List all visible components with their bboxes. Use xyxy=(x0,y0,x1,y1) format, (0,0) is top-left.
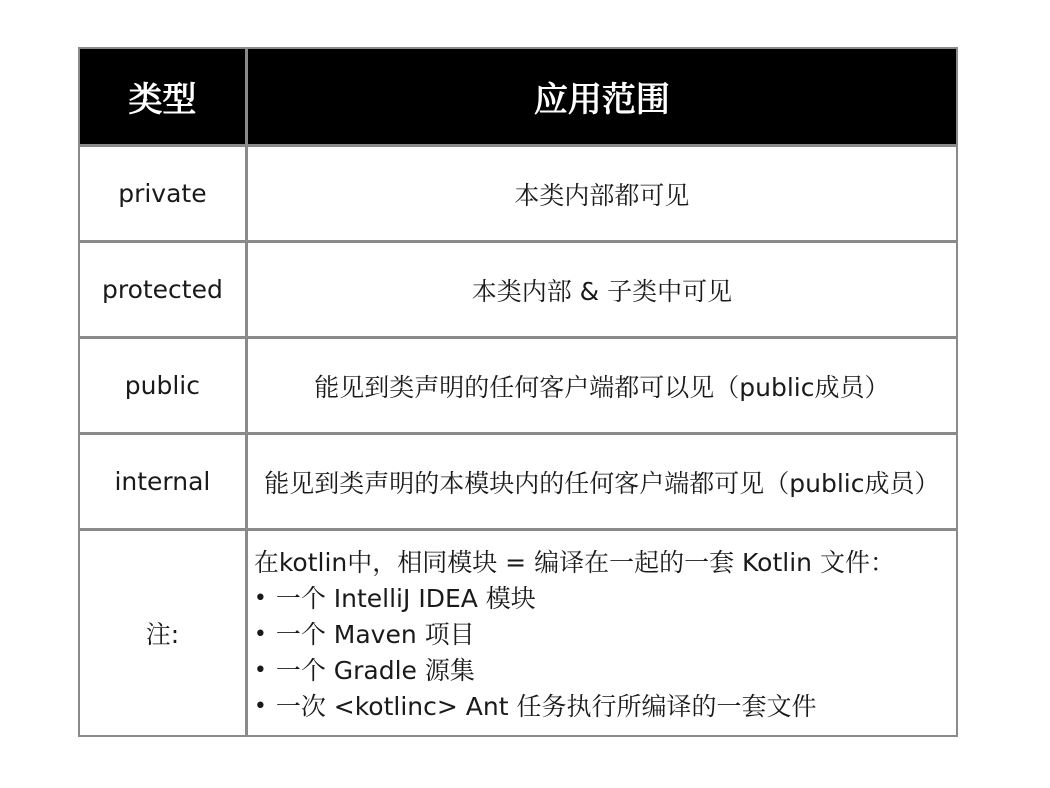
note-intro: 在kotlin中，相同模块 = 编译在一起的一套 Kotlin 文件： xyxy=(253,548,895,577)
bullet-icon: • xyxy=(253,622,267,647)
type-cell: public xyxy=(80,339,245,432)
note-bullet-text: 一个 Gradle 源集 xyxy=(275,656,475,685)
table-row xyxy=(80,435,956,528)
note-bullet-text: 一次 <kotlinc> Ant 任务执行所编译的一套文件 xyxy=(275,692,817,721)
type-cell: internal xyxy=(80,435,245,528)
table-row xyxy=(80,243,956,336)
note-content-cell xyxy=(248,531,956,735)
note-bullet-item xyxy=(254,653,895,689)
note-bullet-text: 一个 Maven 项目 xyxy=(275,620,475,649)
note-label-cell: 注: xyxy=(80,531,245,735)
type-cell: private xyxy=(80,147,245,240)
type-cell: protected xyxy=(80,243,245,336)
table-row xyxy=(80,339,956,432)
note-bullet-text: 一个 IntelliJ IDEA 模块 xyxy=(275,584,536,613)
note-bullet-item xyxy=(254,617,895,653)
note-bullet-item xyxy=(254,689,895,725)
bullet-icon: • xyxy=(253,586,267,611)
table-header-row xyxy=(80,49,956,144)
note-content xyxy=(254,545,895,725)
table-row xyxy=(80,147,956,240)
visibility-modifiers-table xyxy=(78,47,958,737)
note-bullet-item xyxy=(254,581,895,617)
range-cell: 能见到类声明的本模块内的任何客户端都可见（public成员） xyxy=(248,435,956,528)
range-cell: 本类内部都可见 xyxy=(248,147,956,240)
bullet-icon: • xyxy=(253,658,267,683)
header-type-cell: 类型 xyxy=(80,49,245,144)
note-row xyxy=(80,531,956,735)
bullet-icon: • xyxy=(253,694,267,719)
range-cell: 本类内部 & 子类中可见 xyxy=(248,243,956,336)
range-cell: 能见到类声明的任何客户端都可以见（public成员） xyxy=(248,339,956,432)
header-range-cell: 应用范围 xyxy=(248,49,956,144)
